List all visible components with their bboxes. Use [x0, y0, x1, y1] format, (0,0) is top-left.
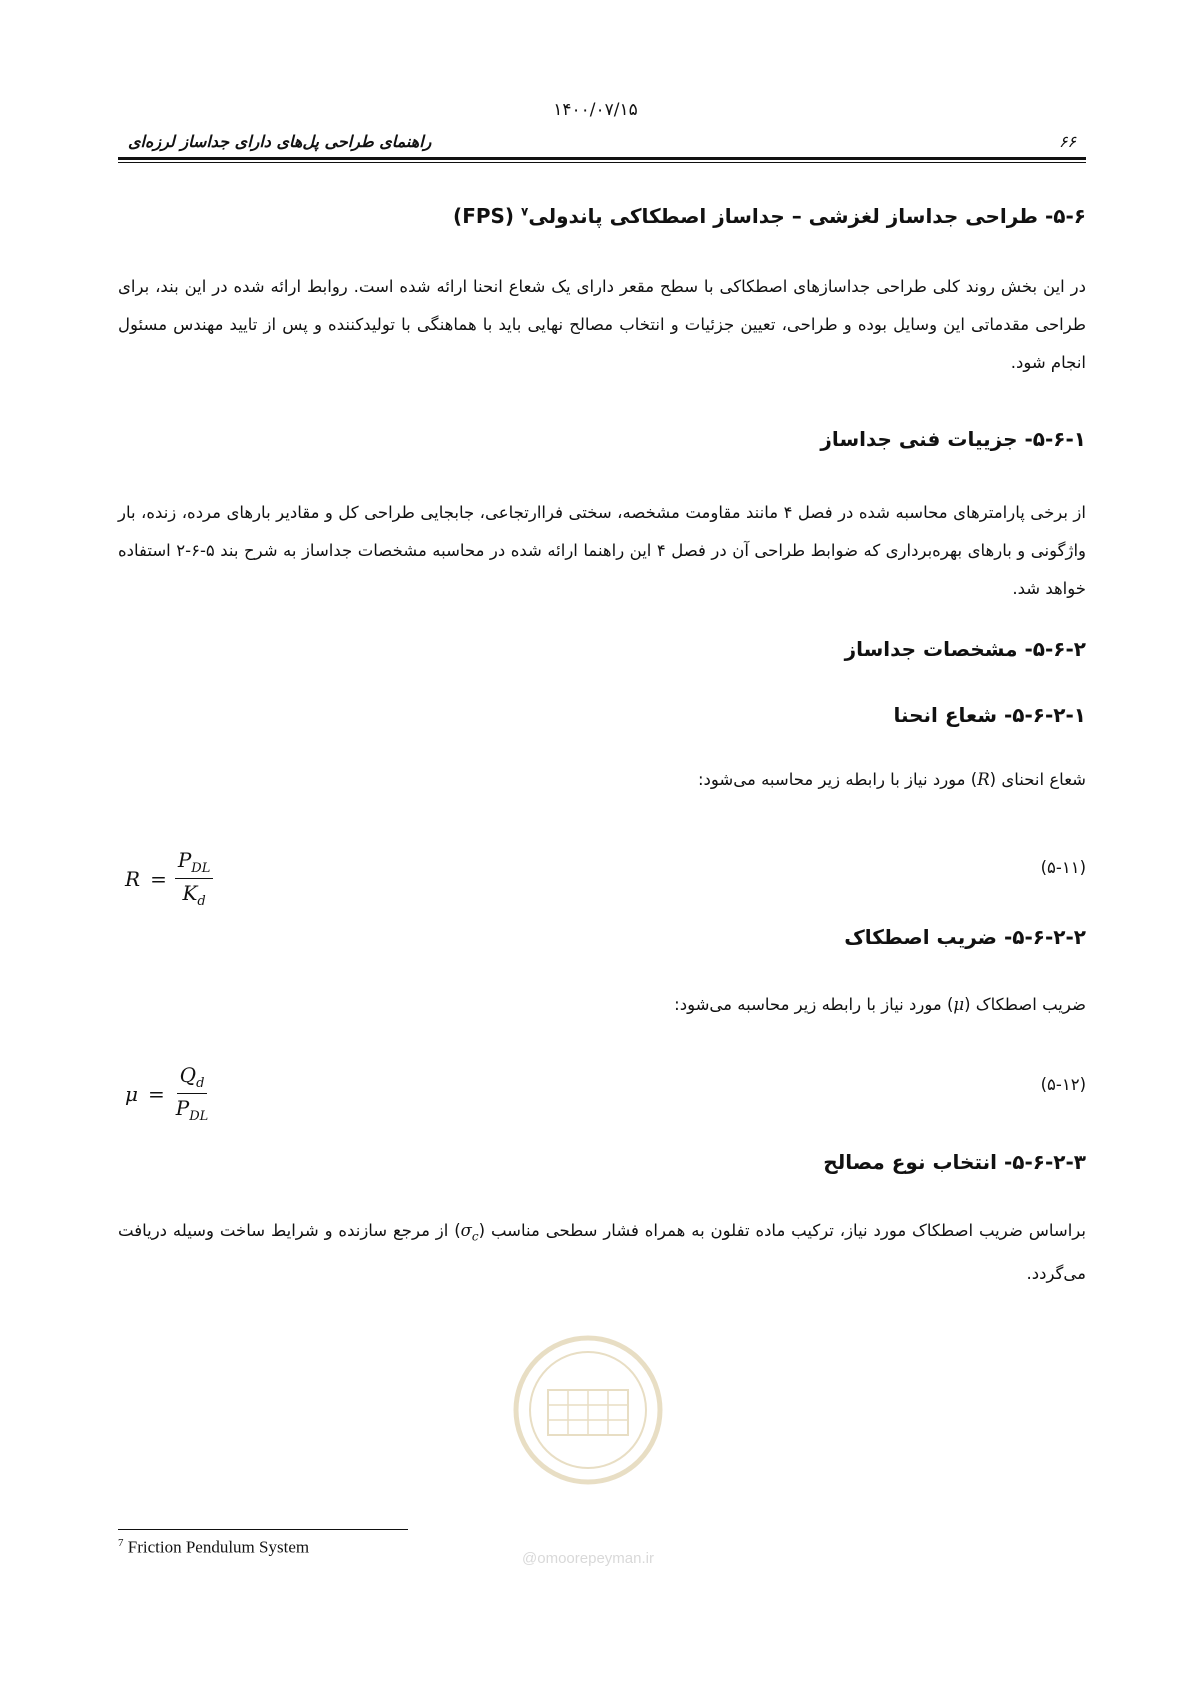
section-heading-abbrev: (FPS) — [453, 204, 515, 228]
stress-symbol — [460, 1221, 479, 1244]
radius-text-before: شعاع انحنای ( — [989, 770, 1086, 789]
header-rule-thin — [118, 162, 1086, 163]
fraction-numerator — [177, 1063, 208, 1094]
section-heading-2-1: ۵-۶-۲-۱- شعاع انحنا — [893, 703, 1086, 727]
equation-fraction — [175, 848, 214, 909]
footnote — [118, 1537, 309, 1558]
running-header — [118, 132, 1086, 158]
watermark-text: @omoorepeyman.ir — [522, 1550, 654, 1567]
numerator-subscript: DL — [191, 861, 211, 876]
stress-symbol-char: σ — [460, 1221, 472, 1240]
section-heading-main — [453, 204, 1086, 228]
header-rule-thick — [118, 157, 1086, 160]
denominator-symbol: K — [182, 881, 198, 905]
fraction-denominator — [179, 879, 208, 909]
materials-text-after: ) از مرجع سازنده و شرایط ساخت وسیله دریافت می‌گردد. — [118, 1221, 1086, 1284]
equation-equals: = — [150, 866, 167, 891]
radius-description — [698, 770, 1086, 789]
radius-symbol: R — [977, 770, 990, 789]
equation-lhs: μ — [125, 1081, 138, 1106]
equation-equals: = — [148, 1081, 165, 1106]
section-heading-2-3: ۵-۶-۲-۳- انتخاب نوع مصالح — [823, 1150, 1086, 1174]
equation-number-5-12: (۵-۱۲) — [1040, 1075, 1086, 1094]
equation-lhs: R — [125, 866, 141, 891]
equation-fraction — [173, 1063, 212, 1124]
friction-text-before: ضریب اصطکاک ( — [964, 995, 1086, 1014]
section-heading-2: ۵-۶-۲- مشخصات جداساز — [844, 637, 1086, 661]
numerator-symbol: P — [177, 848, 192, 872]
intro-paragraph: در این بخش روند کلی طراحی جداسازهای اصطکاکی با سطح مقعر دارای یک شعاع انحنا ارائه شده است. روابط ارائه شده در این بند، برای طراحی مقدماتی این وسایل بوده و طراحی، تعیین جزئیات و انتخاب مصالح نهایی باید با هماهنگی با تولیدکننده و پس از تایید مهندس مسئول انجام شود. — [118, 277, 1086, 372]
equation-5-11 — [125, 848, 213, 909]
footnote-text: Friction Pendulum System — [127, 1537, 310, 1557]
denominator-subscript: d — [197, 894, 206, 909]
watermark — [488, 1335, 688, 1575]
friction-symbol: μ — [953, 995, 965, 1014]
numerator-subscript: d — [196, 1076, 205, 1091]
stress-symbol-subscript: c — [471, 1229, 479, 1244]
materials-text-before: براساس ضریب اصطکاک مورد نیاز، ترکیب ماده تفلون به همراه فشار سطحی مناسب ( — [478, 1221, 1087, 1240]
footnote-rule — [118, 1529, 408, 1530]
friction-description — [674, 995, 1086, 1014]
footnote-marker: 7 — [118, 1537, 124, 1549]
equation-number-5-11: (۵-۱۱) — [1040, 858, 1086, 877]
section-heading-1: ۵-۶-۱- جزییات فنی جداساز — [820, 427, 1086, 451]
fraction-numerator — [175, 848, 214, 879]
section-1-paragraph: از برخی پارامترهای محاسبه شده در فصل ۴ مانند مقاومت مشخصه، سختی فراارتجاعی، جابجایی طراحی کل و مقادیر بارهای مرده، زنده، بار واژگونی و بارهای بهره‌برداری که ضوابط طراحی آن در فصل ۴ این راهنما ارائه شده در محاسبه مشخصات جداساز به شرح بند ۵-۶-۲ استفاده خواهد شد. — [118, 503, 1086, 598]
page-number: ۶۶ — [1058, 132, 1076, 151]
header-date: ۱۴۰۰/۰۷/۱۵ — [553, 100, 638, 120]
radius-text-after: ) مورد نیاز با رابطه زیر محاسبه می‌شود: — [697, 770, 978, 789]
fraction-denominator — [173, 1094, 212, 1124]
book-title: راهنمای طراحی پل‌های دارای جداساز لرزه‌ای — [128, 132, 432, 151]
numerator-symbol: Q — [179, 1063, 197, 1087]
equation-5-12 — [125, 1063, 211, 1124]
watermark-seal-icon — [488, 1335, 688, 1575]
section-heading-2-2: ۵-۶-۲-۲- ضریب اصطکاک — [844, 925, 1086, 949]
materials-paragraph — [118, 1212, 1086, 1293]
denominator-symbol: P — [175, 1096, 190, 1120]
section-heading-main-text: ۵-۶- طراحی جداساز لغزشی – جداساز اصطکاکی پاندولی — [528, 204, 1086, 228]
denominator-subscript: DL — [189, 1109, 209, 1124]
friction-text-after: ) مورد نیاز با رابطه زیر محاسبه می‌شود: — [674, 995, 954, 1014]
footnote-ref: ۷ — [521, 204, 529, 219]
